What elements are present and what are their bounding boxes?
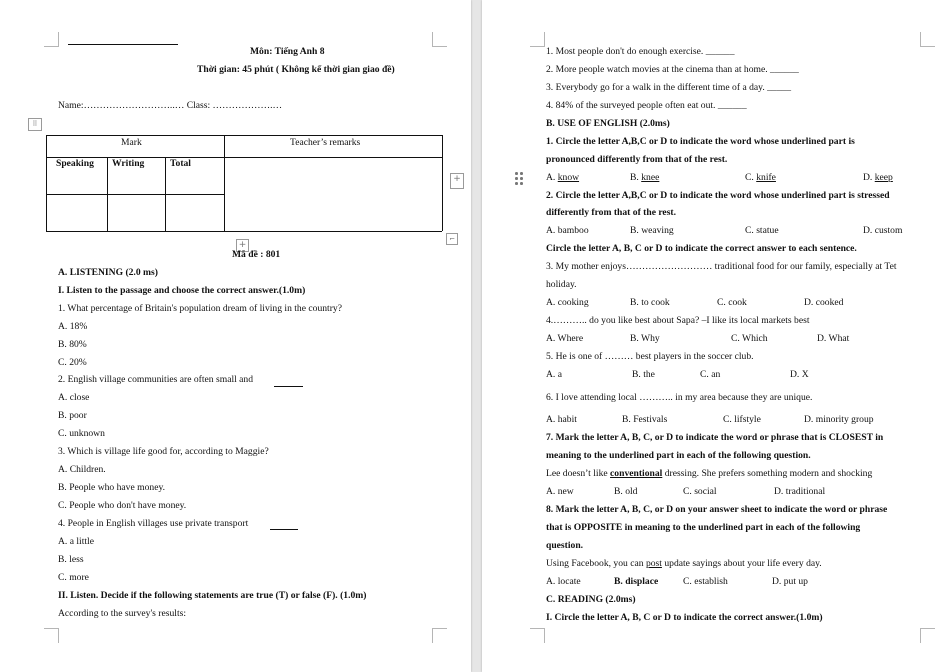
- answer-option: B. to cook: [630, 297, 670, 308]
- question-instruction: 7. Mark the letter A, B, C, or D to indicate the word or phrase that is CLOSEST in: [546, 432, 884, 443]
- answer-option: D. custom: [863, 225, 903, 236]
- question-instruction: question.: [546, 540, 584, 551]
- question-text: 3. Which is village life good for, according to Maggie?: [58, 446, 269, 457]
- question-text: Using Facebook, you can post update sayings about your life every day.: [546, 558, 822, 569]
- answer-option: B. less: [58, 554, 84, 565]
- answer-option: D. What: [817, 333, 850, 344]
- question-text: 5. He is one of ……… best players in the soccer club.: [546, 351, 754, 362]
- answer-option: B. displace: [614, 576, 659, 587]
- table-resize-handle-icon[interactable]: ⌐: [446, 233, 458, 245]
- answer-option: C. an: [700, 369, 721, 380]
- crop-mark: [432, 32, 447, 47]
- answer-option: A. bamboo: [546, 225, 589, 236]
- question-instruction: meaning to the underlined part in each of the following question.: [546, 450, 811, 461]
- teacher-remarks-header: Teacher’s remarks: [290, 137, 361, 148]
- answer-option: B. old: [614, 486, 638, 497]
- statement-1: 1. Most people don't do enough exercise. ______: [546, 46, 735, 57]
- answer-option: A. habit: [546, 414, 577, 425]
- answer-option: A. a: [546, 369, 562, 380]
- listening-part-1: I. Listen to the passage and choose the correct answer.(1.0m): [58, 285, 306, 296]
- crop-mark: [530, 32, 545, 47]
- answer-option: D. keep: [863, 172, 893, 183]
- answer-option: C. cook: [717, 297, 747, 308]
- duration-line: Thời gian: 45 phút ( Không kể thời gian giao đề): [197, 64, 395, 75]
- question-instruction: pronounced differently from that of the rest.: [546, 154, 728, 165]
- answer-option: A. 18%: [58, 321, 88, 332]
- document-page-right: [453, 0, 947, 672]
- crop-mark: [44, 628, 59, 643]
- subject-title: Môn: Tiếng Anh 8: [250, 46, 325, 57]
- crop-mark: [432, 628, 447, 643]
- question-text: 4.……….. do you like best about Sapa? –I like its local markets best: [546, 315, 810, 326]
- question-instruction: 8. Mark the letter A, B, C, or D on your answer sheet to indicate the word or phrase: [546, 504, 888, 515]
- answer-option: D. X: [790, 369, 809, 380]
- reading-part-1: I. Circle the letter A, B, C or D to indicate the correct answer.(1.0m): [546, 612, 823, 623]
- question-text: Lee doesn’t like conventional dressing. She prefers something modern and shocking: [546, 468, 873, 479]
- question-instruction: 2. Circle the letter A,B,C or D to indicate the word whose underlined part is stressed: [546, 190, 890, 201]
- answer-option: C. knife: [745, 172, 776, 183]
- question-instruction: that is OPPOSITE in meaning to the underlined part in each of the following: [546, 522, 861, 533]
- answer-option: B. weaving: [630, 225, 674, 236]
- answer-blank: [274, 386, 303, 387]
- statement-3: 3. Everybody go for a walk in the different time of a day. _____: [546, 82, 792, 93]
- answer-option: D. traditional: [774, 486, 826, 497]
- answer-option: C. social: [683, 486, 717, 497]
- answer-option: B. Festivals: [622, 414, 668, 425]
- listening-part-2: II. Listen. Decide if the following statements are true (T) or false (F). (1.0m): [58, 590, 367, 601]
- question-text: 6. I love attending local ……….. in my area because they are unique.: [546, 392, 813, 403]
- answer-option: C. People who don't have money.: [58, 500, 187, 511]
- header-rule: [68, 44, 178, 45]
- crop-mark: [530, 628, 545, 643]
- answer-option: B. 80%: [58, 339, 87, 350]
- document-page-left: [0, 0, 471, 672]
- crop-mark: [920, 628, 935, 643]
- question-text: 2. English village communities are often small and: [58, 374, 254, 385]
- answer-option: D. cooked: [804, 297, 844, 308]
- section-reading: C. READING (2.0ms): [546, 594, 636, 605]
- section-listening: A. LISTENING (2.0 ms): [58, 267, 158, 278]
- paragraph-drag-handle-icon[interactable]: [515, 172, 523, 184]
- add-column-icon[interactable]: +: [450, 173, 464, 189]
- answer-option: C. Which: [731, 333, 768, 344]
- answer-option: D. put up: [772, 576, 808, 587]
- answer-option: C. unknown: [58, 428, 105, 439]
- speaking-column: Speaking: [56, 158, 94, 169]
- answer-option: C. establish: [683, 576, 728, 587]
- answer-option: C. lifstyle: [723, 414, 761, 425]
- answer-option: A. cooking: [546, 297, 589, 308]
- answer-option: A. a little: [58, 536, 94, 547]
- answer-option: C. more: [58, 572, 89, 583]
- answer-option: C. 20%: [58, 357, 87, 368]
- exam-code: Mã đề : 801: [232, 249, 281, 260]
- answer-option: A. new: [546, 486, 574, 497]
- writing-column: Writing: [112, 158, 145, 169]
- mark-header: Mark: [121, 137, 142, 148]
- section-use-of-english: B. USE OF ENGLISH (2.0ms): [546, 118, 670, 129]
- question-text: 4. People in English villages use private transport: [58, 518, 249, 529]
- answer-option: A. know: [546, 172, 580, 183]
- question-text: 3. My mother enjoys……………………… traditional food for our family, especially at Tet: [546, 261, 897, 272]
- answer-option: A. close: [58, 392, 90, 403]
- answer-blank: [270, 529, 298, 530]
- answer-option: B. knee: [630, 172, 660, 183]
- add-row-icon[interactable]: +: [236, 239, 249, 252]
- table-move-handle-icon[interactable]: ⠿: [28, 118, 42, 131]
- question-instruction: Circle the letter A, B, C or D to indicate the correct answer to each sentence.: [546, 243, 857, 254]
- answer-option: B. the: [632, 369, 655, 380]
- survey-intro: According to the survey's results:: [58, 608, 187, 619]
- crop-mark: [920, 32, 935, 47]
- total-column: Total: [170, 158, 191, 169]
- answer-option: D. minority group: [804, 414, 874, 425]
- name-class-line: Name:………………………..… Class: ……………….…: [58, 100, 283, 111]
- question-text: holiday.: [546, 279, 577, 290]
- answer-option: A. Children.: [58, 464, 106, 475]
- answer-option: C. statue: [745, 225, 779, 236]
- answer-option: B. People who have money.: [58, 482, 166, 493]
- answer-option: B. Why: [630, 333, 660, 344]
- answer-option: B. poor: [58, 410, 87, 421]
- answer-option: A. Where: [546, 333, 584, 344]
- question-instruction: differently from that of the rest.: [546, 207, 677, 218]
- question-text: 1. What percentage of Britain's population dream of living in the country?: [58, 303, 342, 314]
- question-instruction: 1. Circle the letter A,B,C or D to indicate the word whose underlined part is: [546, 136, 855, 147]
- answer-option: A. locate: [546, 576, 581, 587]
- crop-mark: [44, 32, 59, 47]
- statement-4: 4. 84% of the surveyed people often eat out. ______: [546, 100, 747, 111]
- statement-2: 2. More people watch movies at the cinema than at home. ______: [546, 64, 799, 75]
